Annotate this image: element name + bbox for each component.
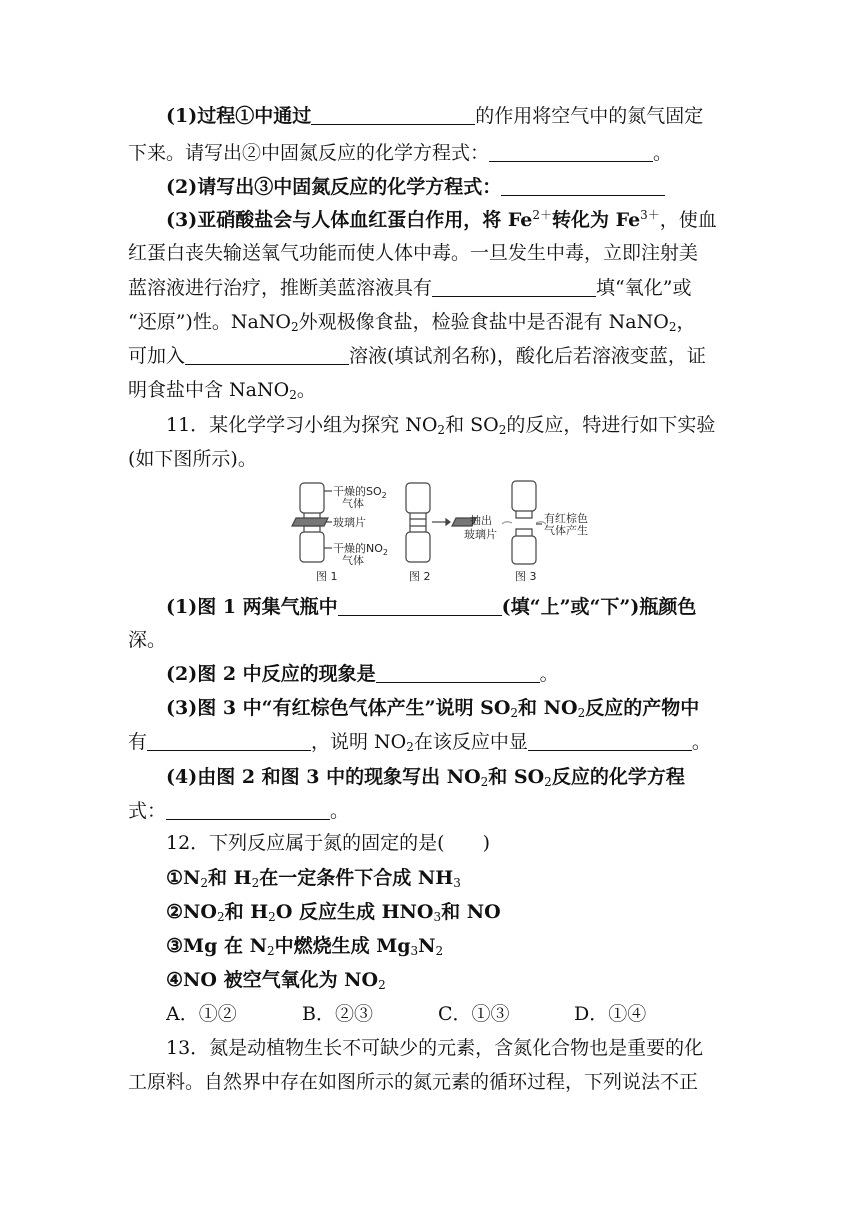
- fig1-upper-bottle: [300, 483, 324, 519]
- answer-blank[interactable]: [501, 175, 665, 196]
- svg-text:图 2: 图 2: [409, 570, 431, 583]
- q10-part3-line3: 蓝溶液进行治疗，推断美蓝溶液具有 填“氧化”或: [128, 277, 692, 299]
- experiment-figure: [290, 476, 610, 586]
- q11-part3-line2: 有 ，说明 $NO_2$在该反应中显 。: [128, 731, 711, 754]
- answer-blank[interactable]: [338, 595, 502, 616]
- svg-text:干燥的SO2: 干燥的$SO_2$: [333, 485, 387, 500]
- q13-line1: 13．氮是动植物生长不可缺少的元素，含氮化合物也是重要的化: [166, 1037, 704, 1059]
- svg-text:玻璃片: 玻璃片: [464, 528, 497, 541]
- q11-intro-line1: 11．某化学学习小组为探究 $NO_2$和 $SO_2$的反应，特进行如下实验: [166, 414, 716, 437]
- svg-text:图 1: 图 1: [316, 570, 338, 583]
- q10-part1-line1: (1)过程①中通过 的作用将空气中的氮气固定: [166, 105, 704, 127]
- q12-options: [166, 999, 734, 1029]
- q11-part1-line1: (1)图 1 两集气瓶中 (填“上”或“下”)瓶颜色: [166, 596, 697, 618]
- svg-text:玻璃片: 玻璃片: [333, 516, 366, 529]
- q10-part3-line4: “还原”)性。NaNO$_2$外观极像食盐，检验食盐中是否混有 NaNO$_2$，: [128, 311, 696, 334]
- option-d[interactable]: D．①④: [574, 1003, 647, 1025]
- svg-text:有红棕色: 有红棕色: [544, 512, 588, 525]
- answer-blank[interactable]: [185, 344, 349, 365]
- svg-text:抽出: 抽出: [470, 514, 492, 527]
- q10-part3-line1: (3)亚硝酸盐会与人体血红蛋白作用，将 $Fe^{2+}$转化为 $Fe^{3+}$，使血: [166, 208, 717, 231]
- q10-part1-line2: 下来。请写出②中固氮反应的化学方程式： 。: [128, 142, 673, 164]
- q11-part4-line2: 式： 。: [128, 800, 350, 822]
- q10-part2: (2)请写出③中固氮反应的化学方程式：: [166, 172, 734, 202]
- q10-part3-line2: 红蛋白丧失输送氧气功能而使人体中毒。一旦发生中毒，立即注射美: [128, 242, 699, 264]
- q12-stem: 12．下列反应属于氮的固定的是( ): [166, 832, 491, 854]
- q12-item3: ③Mg 在 $N_2$中燃烧生成 $Mg_3N_2$: [166, 935, 444, 958]
- q10-part3-line5: 可加入 溶液(填试剂名称)，酸化后若溶液变蓝，证: [128, 345, 706, 367]
- q10-part3-line6: 明食盐中含 NaNO$_2$。: [128, 379, 316, 402]
- q11-intro-line2: (如下图所示)。: [128, 448, 257, 470]
- svg-text:干燥的NO2: 干燥的$NO_2$: [333, 542, 388, 557]
- answer-blank[interactable]: [147, 730, 311, 751]
- svg-text:图 3: 图 3: [515, 570, 537, 583]
- q12-item4: ④NO 被空气氧化为 $NO_2$: [166, 969, 386, 992]
- answer-blank[interactable]: [489, 141, 653, 162]
- answer-blank[interactable]: [311, 104, 475, 125]
- q13-line2: 工原料。自然界中存在如图所示的氮元素的循环过程，下列说法不正: [128, 1071, 699, 1093]
- q11-part4-line1: (4)由图 2 和图 3 中的现象写出 $NO_2$和 $SO_2$反应的化学方程: [166, 766, 685, 789]
- q12-item2: $②NO_2$和 $H_2O$ 反应生成 $HNO_3$和 NO: [166, 901, 501, 924]
- q12-item1: $①N_2$和 $H_2$在一定条件下合成 $NH_3$: [166, 867, 461, 890]
- answer-blank[interactable]: [376, 662, 540, 683]
- fig1-lower-bottle: [300, 526, 324, 562]
- svg-text:气体产生: 气体产生: [544, 524, 588, 537]
- answer-blank[interactable]: [432, 276, 596, 297]
- svg-text:气体: 气体: [342, 554, 364, 567]
- option-c[interactable]: C．①③: [438, 1003, 510, 1025]
- q11-part3-line1: (3)图 3 中“有红棕色气体产生”说明 $SO_2$和 $NO_2$反应的产物中: [166, 697, 700, 720]
- svg-text:气体: 气体: [342, 497, 364, 510]
- option-b[interactable]: B．②③: [302, 1003, 373, 1025]
- answer-blank[interactable]: [166, 799, 330, 820]
- answer-blank[interactable]: [528, 730, 692, 751]
- q11-part2: (2)图 2 中反应的现象是 。: [166, 663, 559, 685]
- option-a[interactable]: A．①②: [166, 1003, 237, 1025]
- q11-part1-line2: 深。: [128, 629, 167, 651]
